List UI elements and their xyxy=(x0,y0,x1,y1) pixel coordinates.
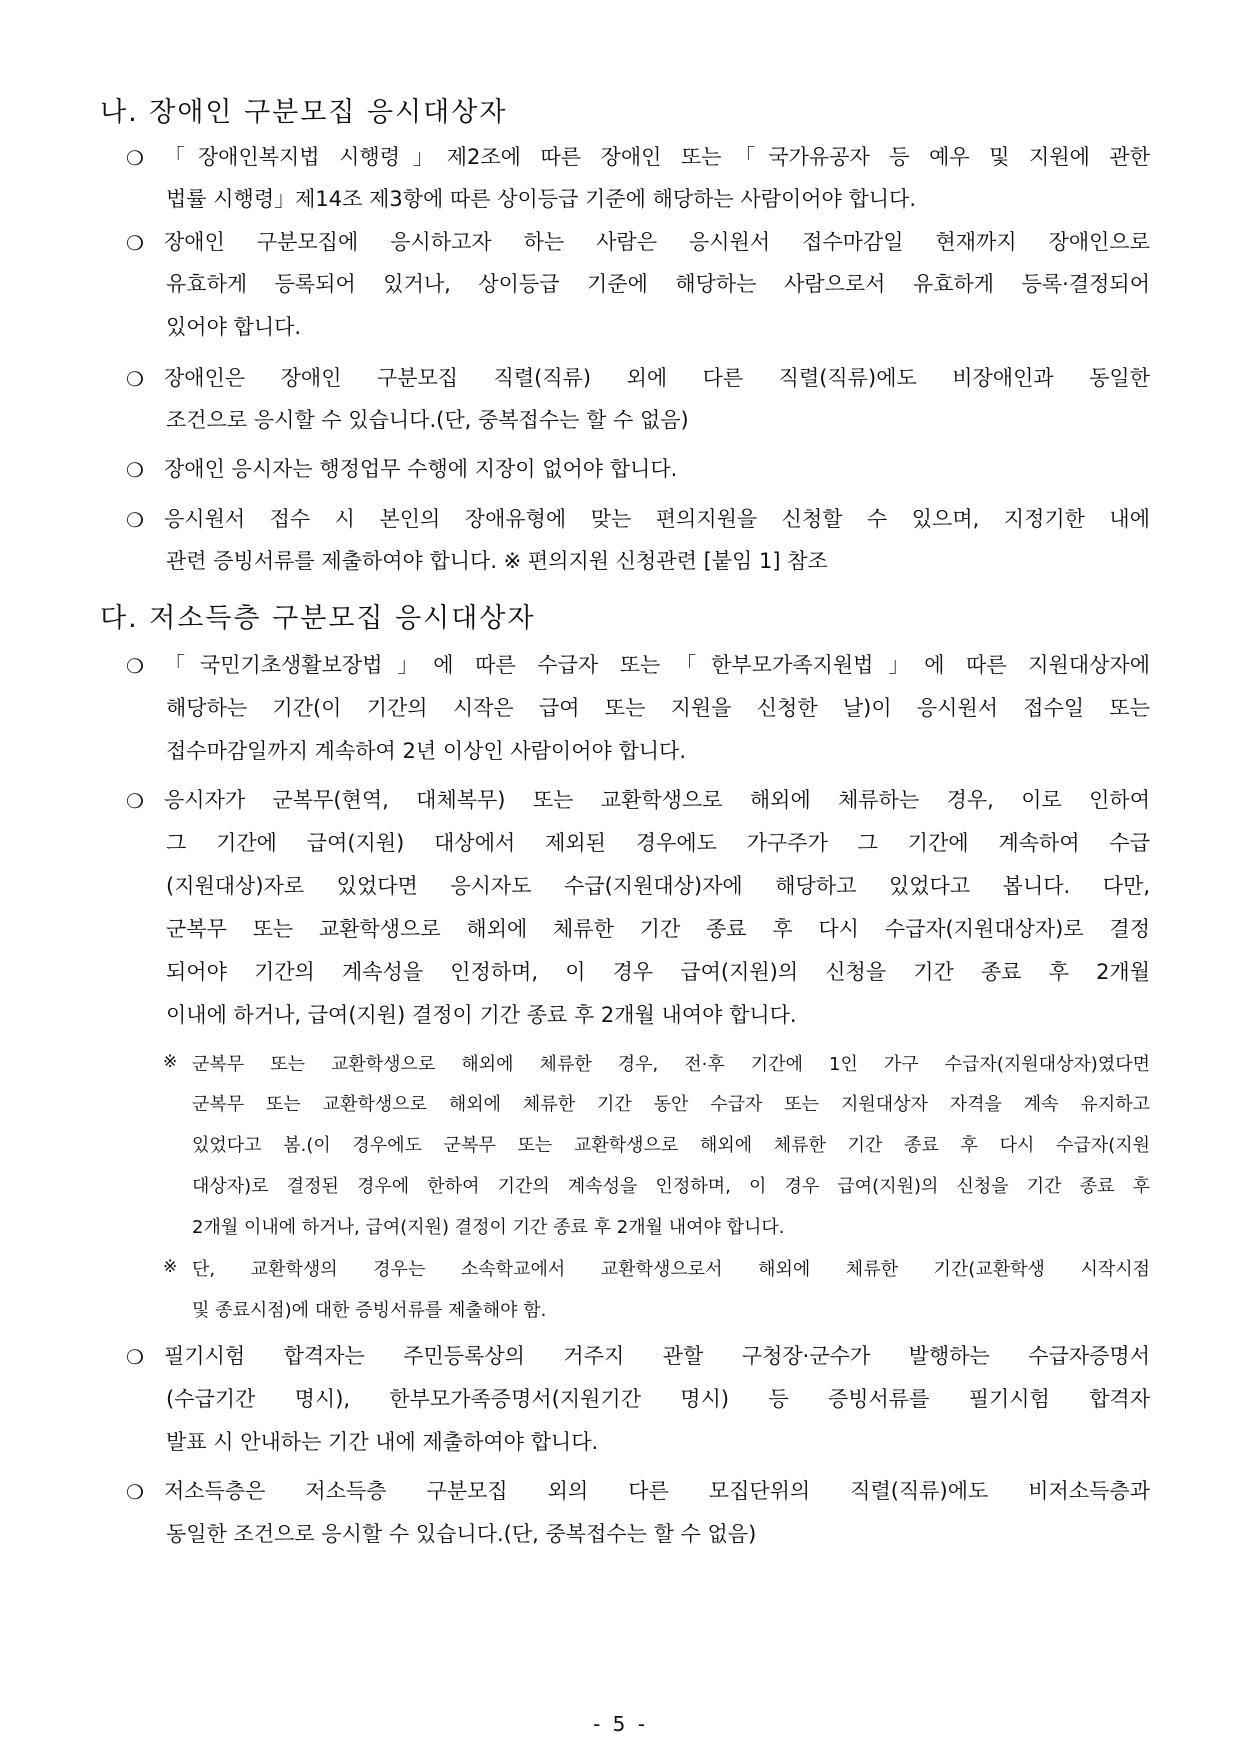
section-heading-disabled: 나. 장애인 구분모집 응시대상자 xyxy=(100,97,508,128)
item-line: 조건으로 응시할 수 있습니다.(단, 중복접수는 할 수 없음) xyxy=(166,408,689,432)
item-line: 발표 시 안내하는 기간 내에 제출하여야 합니다. xyxy=(166,1430,599,1454)
item-line: 해당하는 기간(이 기간의 시작은 급여 또는 지원을 신청한 날)이 응시원서 접수일 또는 xyxy=(166,696,1150,720)
note-line: 및 종료시점)에 대한 증빙서류를 제출해야 함. xyxy=(192,1300,547,1321)
note-line: 2개월 이내에 하거나, 급여(지원) 결정이 기간 종료 후 2개월 내여야 합니다. xyxy=(192,1217,785,1238)
bullet-icon: ❍ xyxy=(126,1480,144,1504)
item-line: 군복무 또는 교환학생으로 해외에 체류한 기간 종료 후 다시 수급자(지원대상자)로 결정 xyxy=(166,917,1150,941)
note-mark-icon: ※ xyxy=(163,1257,178,1277)
note-mark-icon: ※ xyxy=(163,1052,178,1072)
page-number: - 5 - xyxy=(593,1712,648,1736)
bullet-icon: ❍ xyxy=(126,231,144,255)
note-line: 대상자)로 결정된 경우에 한하여 기간의 계속성을 인정하며, 이 경우 급여(지원)의 신청을 기간 종료 후 xyxy=(192,1176,1150,1197)
item-line: 「국민기초생활보장법」에 따른 수급자 또는「한부모가족지원법」에 따른 지원대상자에 xyxy=(164,653,1150,677)
item-line: 필기시험 합격자는 주민등록상의 거주지 관할 구청장·군수가 발행하는 수급자증명서 xyxy=(164,1344,1150,1368)
item-line: 장애인 응시자는 행정업무 수행에 지장이 없어야 합니다. xyxy=(164,457,678,481)
item-line: 동일한 조건으로 응시할 수 있습니다.(단, 중복접수는 할 수 없음) xyxy=(166,1522,757,1546)
item-line: 저소득층은 저소득층 구분모집 외의 다른 모집단위의 직렬(직류)에도 비저소득층과 xyxy=(164,1479,1150,1503)
item-line: 있어야 합니다. xyxy=(166,315,302,339)
item-line: 그 기간에 급여(지원) 대상에서 제외된 경우에도 가구주가 그 기간에 계속하여 수급 xyxy=(166,831,1150,855)
section-heading-low-income: 다. 저소득층 구분모집 응시대상자 xyxy=(100,603,536,634)
item-line: (지원대상)자로 있었다면 응시자도 수급(지원대상)자에 해당하고 있었다고 봅니다. 다만, xyxy=(166,874,1150,898)
item-line: 유효하게 등록되어 있거나, 상이등급 기준에 해당하는 사람으로서 유효하게 등록·결정되어 xyxy=(166,272,1150,296)
bullet-icon: ❍ xyxy=(126,1345,144,1369)
item-line: 장애인은 장애인 구분모집 직렬(직류) 외에 다른 직렬(직류)에도 비장애인과 동일한 xyxy=(164,366,1150,390)
bullet-icon: ❍ xyxy=(126,458,144,482)
item-line: 이내에 하거나, 급여(지원) 결정이 기간 종료 후 2개월 내여야 합니다. xyxy=(166,1003,797,1027)
note-line: 단, 교환학생의 경우는 소속학교에서 교환학생으로서 해외에 체류한 기간(교환학생 시작시점 xyxy=(192,1259,1150,1280)
item-line: 장애인 구분모집에 응시하고자 하는 사람은 응시원서 접수마감일 현재까지 장애인으로 xyxy=(164,230,1150,254)
note-line: 군복무 또는 교환학생으로 해외에 체류한 기간 동안 수급자 또는 지원대상자 자격을 계속 유지하고 xyxy=(192,1094,1150,1115)
item-line: 「장애인복지법 시행령」제2조에 따른 장애인 또는「국가유공자 등 예우 및 지원에 관한 xyxy=(164,145,1150,169)
item-line: (수급기간 명시), 한부모가족증명서(지원기간 명시) 등 증빙서류를 필기시험 합격자 xyxy=(166,1387,1150,1411)
item-line: 응시자가 군복무(현역, 대체복무) 또는 교환학생으로 해외에 체류하는 경우, 이로 인하여 xyxy=(164,788,1150,812)
item-line: 법률 시행령」제14조 제3항에 따른 상이등급 기준에 해당하는 사람이어야 합니다. xyxy=(166,187,917,211)
bullet-icon: ❍ xyxy=(126,146,144,170)
note-line: 있었다고 봄.(이 경우에도 군복무 또는 교환학생으로 해외에 체류한 기간 종료 후 다시 수급자(지원 xyxy=(192,1135,1150,1156)
bullet-icon: ❍ xyxy=(126,654,144,678)
bullet-icon: ❍ xyxy=(126,508,144,532)
item-line: 접수마감일까지 계속하여 2년 이상인 사람이어야 합니다. xyxy=(166,739,686,763)
item-line: 관련 증빙서류를 제출하여야 합니다. ※ 편의지원 신청관련 [붙임 1] 참조 xyxy=(166,549,828,573)
item-line: 되어야 기간의 계속성을 인정하며, 이 경우 급여(지원)의 신청을 기간 종료 후 2개월 xyxy=(166,960,1150,984)
bullet-icon: ❍ xyxy=(126,789,144,813)
bullet-icon: ❍ xyxy=(126,367,144,391)
item-line: 응시원서 접수 시 본인의 장애유형에 맞는 편의지원을 신청할 수 있으며, 지정기한 내에 xyxy=(164,507,1150,531)
note-line: 군복무 또는 교환학생으로 해외에 체류한 경우, 전·후 기간에 1인 가구 수급자(지원대상자)였다면 xyxy=(192,1054,1150,1075)
